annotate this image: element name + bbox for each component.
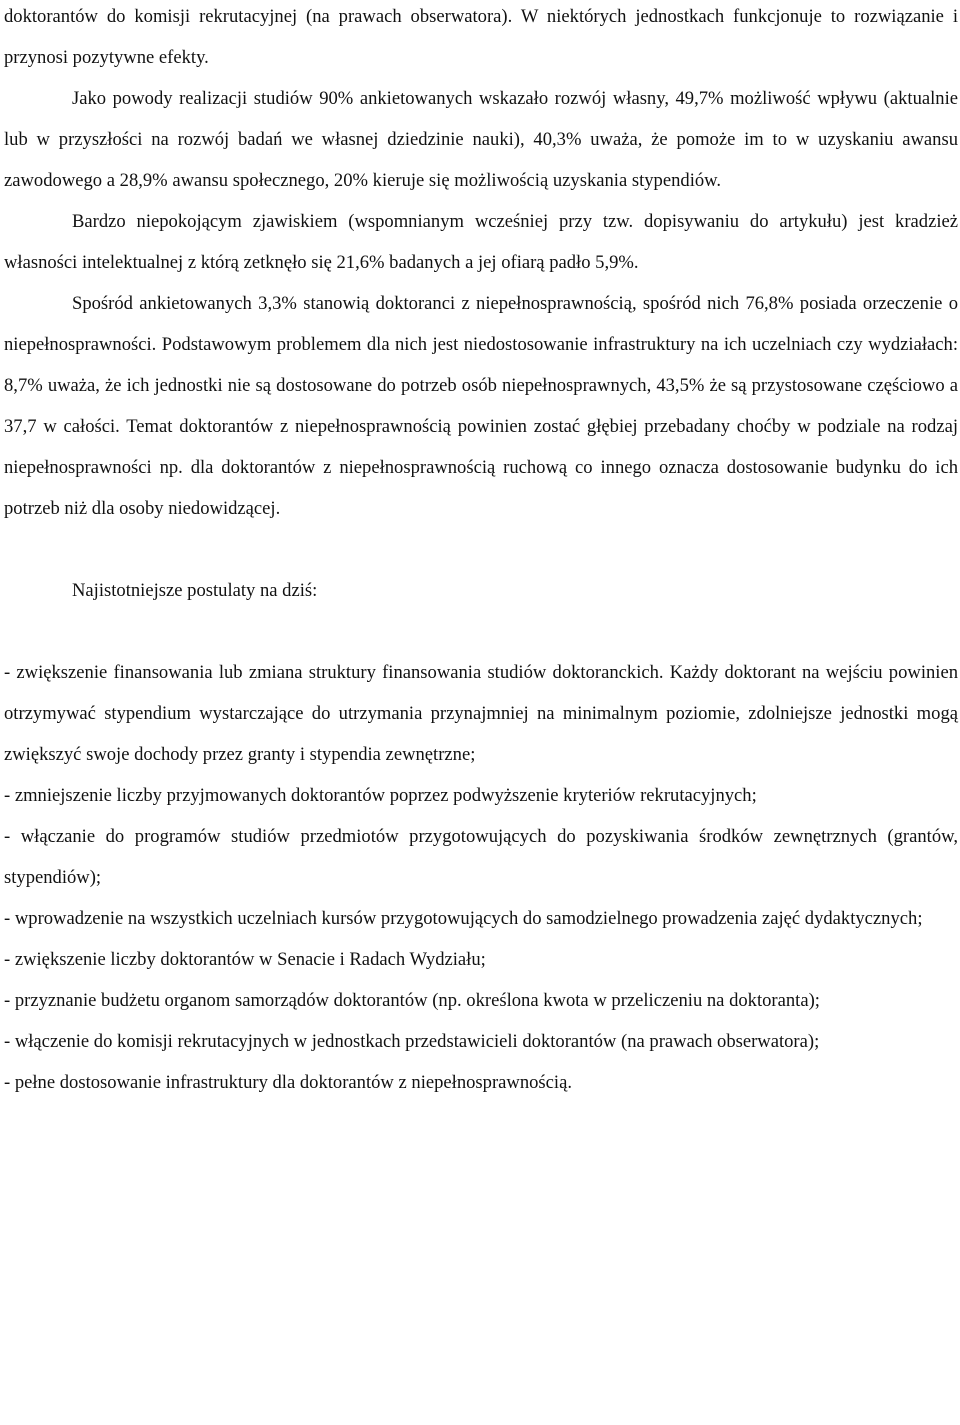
postulate-item: - przyznanie budżetu organom samorządów doktorantów (np. określona kwota w przeliczeniu na doktoranta); [4, 990, 820, 1011]
postulate-item: - włączenie do komisji rekrutacyjnych w jednostkach przedstawicieli doktorantów (na prawach obserwatora); [4, 1031, 820, 1052]
postulate-item: - zwiększenie liczby doktorantów w Senacie i Radach Wydziału; [4, 949, 486, 970]
postulates-heading: Najistotniejsze postulaty na dziś: [72, 580, 318, 601]
document-body [4, 0, 958, 1103]
paragraph-study-motives: Jako powody realizacji studiów 90% ankietowanych wskazało rozwój własny, 49,7% możliwość wpływu (aktualnie lub w przyszłości na rozwój badań we własnej dziedzinie nauki), 40,3% uważa, że pomoże im to w uzyskaniu awansu zawodowego a 28,9% awansu społecznego, 20% kieruje się możliwością uzyskania stypendiów. [4, 88, 958, 191]
postulate-item: - zwiększenie finansowania lub zmiana struktury finansowania studiów doktoranckich. Każdy doktorant na wejściu powinien otrzymywać stypendium wystarczające do utrzymania przynajmniej na minimalnym poziomie, zdolniejsze jednostki mogą zwiększyć swoje dochody przez granty i stypendia zewnętrzne; [4, 662, 958, 765]
paragraph-continuation: doktorantów do komisji rekrutacyjnej (na prawach obserwatora). W niektórych jednostkach funkcjonuje to rozwiązanie i przynosi pozytywne efekty. [4, 6, 958, 68]
postulate-item: - włączanie do programów studiów przedmiotów przygotowujących do pozyskiwania środków zewnętrznych (grantów, stypendiów); [4, 826, 958, 888]
postulate-item: - wprowadzenie na wszystkich uczelniach kursów przygotowujących do samodzielnego prowadzenia zajęć dydaktycznych; [4, 908, 923, 929]
paragraph-intellectual-property: Bardzo niepokojącym zjawiskiem (wspomnianym wcześniej przy tzw. dopisywaniu do artykułu) jest kradzież własności intelektualnej z którą zetknęło się 21,6% badanych a jej ofiarą padło 5,9%. [4, 211, 958, 273]
postulates-list [4, 652, 958, 1103]
paragraph-disability: Spośród ankietowanych 3,3% stanowią doktoranci z niepełnosprawnością, spośród nich 76,8% posiada orzeczenie o niepełnosprawności. Podstawowym problemem dla nich jest niedostosowanie infrastruktury na ich uczelniach czy wydziałach: 8,7% uważa, że ich jednostki nie są dostosowane do potrzeb osób niepełnosprawnych, 43,5% że są przystosowane częściowo a 37,7 w całości. Temat doktorantów z niepełnosprawnością powinien zostać głębiej przebadany choćby w podziale na rodzaj niepełnosprawności np. dla doktorantów z niepełnosprawnością ruchową co innego oznacza dostosowanie budynku do ich potrzeb niż dla osoby niedowidzącej. [4, 293, 958, 519]
postulate-item: - zmniejszenie liczby przyjmowanych doktorantów poprzez podwyższenie kryteriów rekrutacyjnych; [4, 785, 757, 806]
postulate-item: - pełne dostosowanie infrastruktury dla doktorantów z niepełnosprawnością. [4, 1072, 572, 1093]
